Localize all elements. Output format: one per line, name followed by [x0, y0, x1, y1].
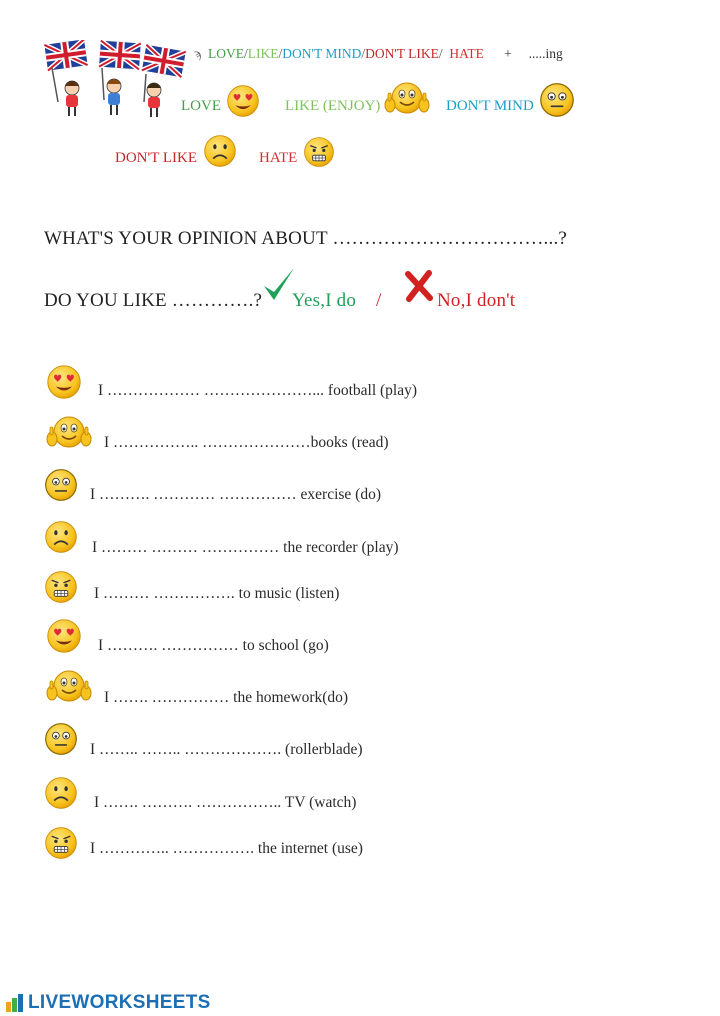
sparkle-icon: ϡ [194, 46, 202, 61]
love-emoji-icon [226, 84, 260, 118]
uk-flag-icon [142, 45, 186, 78]
legend-line-plus: + [504, 46, 512, 61]
no-answer: No,I don't [437, 290, 516, 311]
legend-line-hate: HATE [449, 46, 484, 61]
red-cross-icon [404, 270, 434, 302]
legend-line-like: LIKE [247, 46, 279, 61]
love-emoji-icon [46, 618, 82, 654]
kids-with-flags-illustration [42, 40, 192, 118]
exercise-sentence-2: I …………….. …………………books (read) [104, 434, 389, 451]
dont-mind-emoji-icon [44, 722, 78, 756]
green-check-icon [262, 266, 296, 304]
uk-flag-icon [99, 41, 141, 70]
opinion-question: WHAT'S YOUR OPINION ABOUT ……………………………...? [44, 228, 568, 249]
legend-line-suffix: .....ing [528, 46, 563, 61]
hate-emoji-icon [44, 570, 78, 604]
legend-line-dont-mind: DON'T MIND [282, 46, 362, 61]
dont-like-emoji-icon [44, 520, 78, 554]
exercise-sentence-4: I ……… ……… …………… the recorder (play) [92, 539, 399, 556]
hate-emoji-icon [44, 826, 78, 860]
dont-mind-emoji-icon [44, 468, 78, 502]
uk-flag-icon [44, 40, 87, 71]
legend-hate-label: HATE [259, 150, 298, 166]
child-figure [147, 83, 161, 117]
liveworksheets-brand-text: LIVEWORKSHEETS [28, 992, 211, 1013]
legend-line-love: LOVE [208, 46, 244, 61]
exercise-sentence-9: I ……. ………. …………….. TV (watch) [94, 794, 357, 811]
exercise-sentence-10: I ………….. ……………. the internet (use) [90, 840, 363, 857]
exercise-sentence-1: I ……………… …………………... football (play) [98, 382, 418, 399]
do-you-like-question: DO YOU LIKE ………….? [44, 290, 263, 311]
legend-line: LOVE/LIKE/DON'T MIND/DON'T LIKE/ HATE + .....ing [208, 46, 563, 61]
love-emoji-icon [46, 364, 82, 400]
child-figure [107, 79, 121, 115]
exercise-sentence-6: I ………. …………… to school (go) [98, 637, 329, 654]
exercise-sentence-7: I ……. …………… the homework(do) [104, 689, 349, 706]
exercise-sentence-8: I …….. …….. ………………. (rollerblade) [90, 741, 363, 758]
child-figure [65, 81, 79, 116]
legend-dont-mind-label: DON'T MIND [446, 98, 534, 114]
liveworksheets-logo [6, 992, 211, 1014]
like-emoji-icon [44, 666, 94, 706]
legend-dont-like-label: DON'T LIKE [115, 150, 197, 166]
yes-answer: Yes,I do [292, 290, 357, 311]
exercise-sentence-5: I ……… ……………. to music (listen) [94, 585, 340, 602]
answer-separator: / [376, 290, 382, 311]
like-emoji-icon [383, 78, 431, 118]
dont-mind-emoji-icon [539, 82, 575, 118]
legend-line-dont-like: DON'T LIKE [365, 46, 439, 61]
dont-like-emoji-icon [203, 134, 237, 168]
like-emoji-icon [44, 412, 94, 452]
legend-love-label: LOVE [181, 98, 221, 114]
hate-emoji-icon [303, 136, 335, 168]
exercise-sentence-3: I ………. ………… …………… exercise (do) [90, 486, 382, 503]
legend-like-label: LIKE (ENJOY) [285, 98, 381, 114]
dont-like-emoji-icon [44, 776, 78, 810]
liveworksheets-logo-icon [6, 994, 28, 1012]
